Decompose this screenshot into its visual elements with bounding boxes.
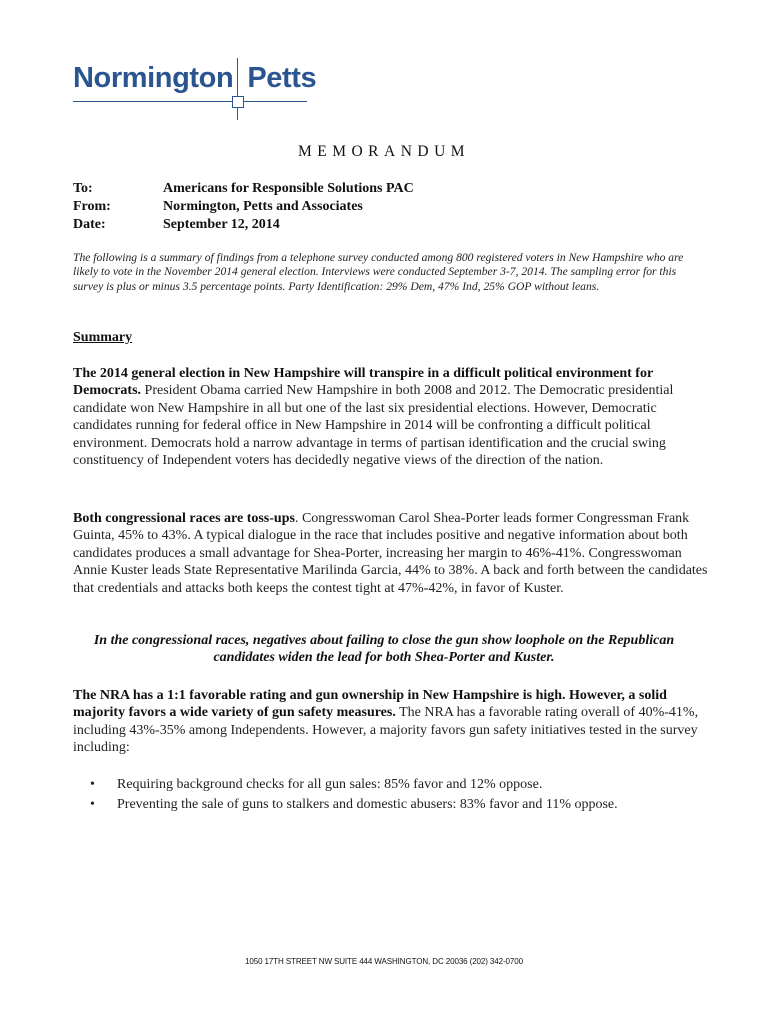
callout-gun-show-loophole: In the congressional races, negatives about failing to close the gun show loophole on the Republican candidates widen the lead for both Shea-Porter and Kuster. (93, 633, 675, 666)
paragraph-nra (73, 687, 708, 757)
logo-vertical-line (237, 58, 238, 120)
list-item: • Preventing the sale of guns to stalkers and domestic abusers: 83% favor and 11% oppose. (90, 795, 710, 815)
logo-horizontal-line (73, 101, 307, 102)
paragraph-congressional-races (73, 510, 708, 597)
company-logo (73, 58, 318, 122)
memo-title: MEMORANDUM (297, 143, 471, 160)
paragraph-congressional-body: . Congresswoman Carol Shea-Porter leads former Congressman Frank Guinta, 45% to 43%. A typical dialogue in the race that includes positive and negative information about both candidates produces a small advantage for Shea-Porter, increasing her margin to 46%-41%. Congresswoman Annie Kuster leads State Representative Marilinda Garcia, 44% to 38%. A back and forth between the candidates that credentials and attacks both keeps the contest tight at 47%-42%, in favor of Kuster. (73, 511, 708, 596)
paragraph-environment-body: President Obama carried New Hampshire in both 2008 and 2012. The Democratic presidential candidate won New Hampshire in all but one of the last six presidential elections. However, Democratic candidates running for federal office in New Hampshire in 2014 will be confronting a difficult political environment. Democrats hold a narrow advantage in terms of partisan identification and the crucial swing constituency of Independent voters has decidedly negative views of the direction of the nation. (73, 383, 674, 469)
logo-word-normington: Normington (73, 62, 234, 94)
logo-word-petts: Petts (247, 62, 317, 94)
date-line (73, 217, 280, 233)
from-value: Normington, Petts and Associates (163, 199, 363, 214)
from-label: From: (73, 199, 111, 214)
logo-crosshair-square-icon (232, 96, 244, 108)
to-line (73, 181, 414, 197)
survey-intro: The following is a summary of findings from a telephone survey conducted among 800 registered voters in New Hampshire who are likely to vote in the November 2014 general election. Interviews were conducted September 3-7, 2014. The sampling error for this survey is plus or minus 3.5 percentage points. Party Identification: 29% Dem, 47% Ind, 25% GOP without leans. (73, 251, 684, 293)
to-value: Americans for Responsible Solutions PAC (163, 181, 414, 196)
paragraph-environment-lead: The 2014 general election in New Hampshire will transpire in a difficult political environment for Democrats. (73, 366, 653, 399)
paragraph-environment (73, 365, 708, 469)
paragraph-nra-lead: The NRA has a 1:1 favorable rating and gun ownership in New Hampshire is high. However, a solid majority favors a wide variety of gun safety measures. (73, 688, 667, 721)
date-label: Date: (73, 217, 106, 232)
paragraph-congressional-lead: Both congressional races are toss-ups (73, 511, 295, 526)
gun-safety-list (90, 775, 710, 814)
footer-address: 1050 17TH STREET NW SUITE 444 WASHINGTON, DC 20036 (202) 342-0700 (245, 957, 523, 966)
from-line (73, 199, 363, 215)
date-value: September 12, 2014 (163, 217, 280, 232)
summary-heading: Summary (73, 330, 133, 345)
paragraph-nra-body: The NRA has a favorable rating overall of 40%-41%, including 43%-35% among Independents. However, a majority favors gun safety initiatives tested in the survey including: (73, 705, 699, 756)
list-item: • Requiring background checks for all gun sales: 85% favor and 12% oppose. (90, 775, 710, 795)
to-label: To: (73, 181, 93, 196)
